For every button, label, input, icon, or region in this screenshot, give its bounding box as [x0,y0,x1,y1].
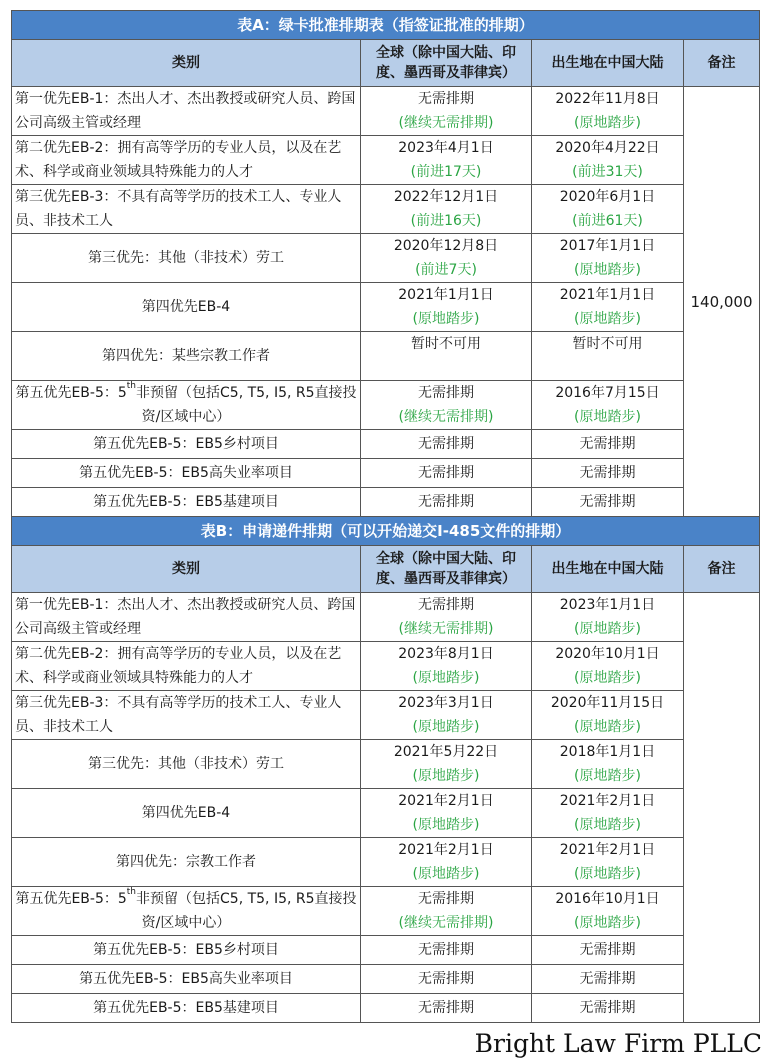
china-change: (原地踏步) [574,817,641,833]
table-row [12,593,760,642]
china-cell: 无需排期 [532,994,684,1023]
category-cell: 第五优先EB-5：EB5高失业率项目 [12,965,361,994]
table-b-title: 表B：申请递件排期（可以开始递交I-485文件的排期） [12,517,760,546]
china-date: 2020年6月1日 [559,189,656,205]
table-b-title-row [12,517,760,546]
table-a-title: 表A：绿卡批准排期表（指签证批准的排期） [12,11,760,40]
global-date: 无需排期 [418,385,474,401]
china-change: (原地踏步) [574,115,641,131]
china-date: 暂时不可用 [572,336,643,352]
category-cell: 第二优先EB-2：拥有高等学历的专业人员，以及在艺术、科学或商业领域具特殊能力的人才 [12,136,361,185]
china-date: 2020年10月1日 [555,646,660,662]
note-cell-empty [684,593,760,1023]
global-date: 2020年12月8日 [393,238,499,254]
global-cell [361,332,532,381]
category-prefix: 第五优先EB-5：5 [15,891,127,907]
china-cell [532,136,684,185]
china-change: (原地踏步) [574,915,641,931]
global-date: 暂时不可用 [411,336,481,352]
china-date: 2016年10月1日 [555,891,660,907]
china-date: 2016年7月15日 [555,385,660,401]
global-date: 无需排期 [418,91,474,107]
china-date: 2018年1月1日 [559,744,656,760]
china-date: 2021年1月1日 [559,287,656,303]
china-date: 2022年11月8日 [555,91,660,107]
header-global: 全球（除中国大陆、印度、墨西哥及菲律宾） [361,546,532,593]
table-row [12,740,760,789]
category-cell: 第二优先EB-2：拥有高等学历的专业人员，以及在艺术、科学或商业领域具特殊能力的人才 [12,642,361,691]
category-cell [12,381,361,430]
watermark: Bright Law Firm PLLC [471,1029,766,1059]
global-change: (原地踏步) [412,670,480,686]
global-cell [361,740,532,789]
global-date: 2021年2月1日 [398,793,494,809]
global-cell [361,381,532,430]
global-cell [361,283,532,332]
header-note: 备注 [684,40,760,87]
china-cell [532,838,684,887]
global-cell [361,838,532,887]
table-row [12,430,760,459]
category-cell: 第五优先EB-5：EB5高失业率项目 [12,459,361,488]
china-change: (原地踏步) [574,409,641,425]
category-cell: 第一优先EB-1：杰出人才、杰出教授或研究人员、跨国公司高级主管或经理 [12,593,361,642]
category-cell: 第四优先EB-4 [12,283,361,332]
visa-bulletin [11,10,759,1023]
category-cell: 第五优先EB-5：EB5基建项目 [12,994,361,1023]
global-date: 2022年12月1日 [393,189,499,205]
global-date: 无需排期 [418,891,474,907]
table-row [12,87,760,136]
category-suffix: 非预留（包括C5, T5, I5, R5直接投资/区域中心） [136,385,357,425]
china-change: (前进61天) [572,213,643,229]
table-a-title-row [12,11,760,40]
china-cell: 无需排期 [532,488,684,517]
table-a-header-row [12,40,760,87]
table-row [12,459,760,488]
global-cell [361,691,532,740]
global-change: (继续无需排期) [398,115,494,131]
category-cell: 第四优先EB-4 [12,789,361,838]
global-cell [361,789,532,838]
global-change: (继续无需排期) [398,915,494,931]
table-row [12,283,760,332]
note-cell: 140,000 [684,87,760,517]
global-cell [361,87,532,136]
table-row [12,936,760,965]
global-cell: 无需排期 [361,994,532,1023]
china-cell [532,740,684,789]
category-cell: 第四优先：某些宗教工作者 [12,332,361,381]
table-row [12,185,760,234]
table-row [12,136,760,185]
china-cell: 无需排期 [532,965,684,994]
table-row [12,488,760,517]
global-date: 无需排期 [418,597,474,613]
china-date: 2017年1月1日 [559,238,656,254]
global-change: (原地踏步) [412,817,480,833]
category-cell: 第五优先EB-5：EB5乡村项目 [12,430,361,459]
global-change: (前进16天) [410,213,482,229]
global-cell: 无需排期 [361,965,532,994]
category-cell [12,887,361,936]
table-row [12,691,760,740]
china-date: 2023年1月1日 [559,597,656,613]
category-cell: 第三优先：其他（非技术）劳工 [12,740,361,789]
china-date: 2020年11月15日 [550,695,665,711]
china-change: (原地踏步) [574,768,641,784]
table-b-header-row [12,546,760,593]
global-date: 2023年4月1日 [398,140,494,156]
global-change: (原地踏步) [412,719,480,735]
global-change: (继续无需排期) [398,621,494,637]
china-cell: 无需排期 [532,430,684,459]
category-sup: th [126,887,137,897]
china-cell [532,87,684,136]
category-cell: 第四优先：宗教工作者 [12,838,361,887]
china-change: (原地踏步) [574,719,641,735]
global-cell [361,234,532,283]
global-cell: 无需排期 [361,488,532,517]
category-cell: 第五优先EB-5：EB5基建项目 [12,488,361,517]
china-cell: 无需排期 [532,459,684,488]
global-change: (原地踏步) [412,768,480,784]
table-row [12,332,760,381]
header-note: 备注 [684,546,760,593]
china-cell [532,691,684,740]
china-cell [532,642,684,691]
table-row [12,789,760,838]
global-cell [361,593,532,642]
header-china: 出生地在中国大陆 [532,40,684,87]
global-date: 2023年8月1日 [398,646,494,662]
header-category: 类别 [12,546,361,593]
china-cell [532,185,684,234]
china-change: (原地踏步) [574,621,641,637]
table-row [12,234,760,283]
china-date: 2021年2月1日 [559,842,656,858]
china-change: (原地踏步) [574,262,641,278]
china-change: (原地踏步) [574,866,641,882]
global-change: (原地踏步) [412,866,480,882]
table-row [12,642,760,691]
china-cell: 无需排期 [532,936,684,965]
global-change: (原地踏步) [412,311,480,327]
china-cell [532,593,684,642]
category-sup: th [126,381,137,391]
global-cell [361,887,532,936]
global-date: 2021年1月1日 [398,287,494,303]
category-cell: 第一优先EB-1：杰出人才、杰出教授或研究人员、跨国公司高级主管或经理 [12,87,361,136]
category-cell: 第三优先EB-3：不具有高等学历的技术工人、专业人员、非技术工人 [12,691,361,740]
global-change: (继续无需排期) [398,409,494,425]
china-change: (原地踏步) [574,670,641,686]
global-date: 2021年5月22日 [393,744,499,760]
global-cell: 无需排期 [361,430,532,459]
header-category: 类别 [12,40,361,87]
china-cell [532,332,684,381]
global-cell: 无需排期 [361,936,532,965]
china-cell [532,381,684,430]
table-row [12,381,760,430]
china-cell [532,887,684,936]
china-date: 2020年4月22日 [555,140,660,156]
table-row [12,838,760,887]
global-change: (前进7天) [415,262,477,278]
header-global: 全球（除中国大陆、印度、墨西哥及菲律宾） [361,40,532,87]
global-cell: 无需排期 [361,459,532,488]
table-row [12,994,760,1023]
global-date: 2023年3月1日 [398,695,494,711]
china-cell [532,283,684,332]
category-cell: 第三优先EB-3：不具有高等学历的技术工人、专业人员、非技术工人 [12,185,361,234]
global-cell [361,136,532,185]
global-cell [361,642,532,691]
china-change: (前进31天) [572,164,643,180]
header-china: 出生地在中国大陆 [532,546,684,593]
table-row [12,965,760,994]
china-cell [532,234,684,283]
table-a [11,10,760,1023]
china-date: 2021年2月1日 [559,793,656,809]
category-cell: 第五优先EB-5：EB5乡村项目 [12,936,361,965]
global-cell [361,185,532,234]
global-date: 2021年2月1日 [398,842,494,858]
category-suffix: 非预留（包括C5, T5, I5, R5直接投资/区域中心） [136,891,357,931]
china-change: (原地踏步) [574,311,641,327]
category-prefix: 第五优先EB-5：5 [15,385,127,401]
china-cell [532,789,684,838]
table-row [12,887,760,936]
category-cell: 第三优先：其他（非技术）劳工 [12,234,361,283]
global-change: (前进17天) [410,164,482,180]
